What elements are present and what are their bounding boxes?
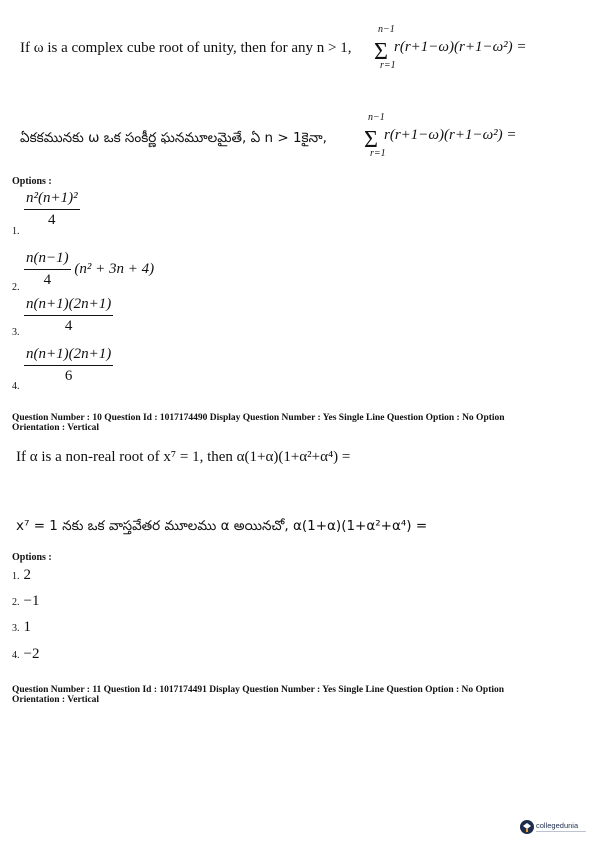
q10-option-2 [12,592,39,610]
option-number: 3. [12,623,20,634]
q10-option-3 [12,618,31,636]
q9-option-4 [24,346,113,385]
option-number: 3. [12,327,20,338]
options-title: Options : [12,552,52,563]
q9-option-1 [24,190,80,229]
option-number: 4. [12,381,20,392]
option-value: 2 [23,567,31,583]
sum-lower-limit: r=1 [370,148,386,159]
q10-option-1 [12,566,31,584]
option-number: 4. [12,650,20,661]
option-number: 1. [12,226,20,237]
sigma-symbol: Σ [364,127,378,153]
logo-icon [518,818,590,836]
sum-body: r(r+1−ω)(r+1−ω²) = [384,127,517,143]
question-meta-line: Question Number : 10 Question Id : 1017174490 Display Question Number : Yes Single Line Question Option : No Option [12,413,505,423]
question-9-telugu-sum [362,112,572,162]
fraction: $\frac{\text{n²(n+1)²}}{4}$ [26,190,78,228]
question-9-english-text: If ω is a complex cube root of unity, then for any n > 1, [20,40,352,56]
option-value: 1 [23,619,31,635]
q9-option-2 [24,250,154,289]
fraction: $\frac{n(n+1)(2n+1)}{6}$ [26,346,112,384]
options-title: Options : [12,176,52,187]
q10-option-4 [12,645,39,663]
option-value: −2 [23,646,40,662]
sum-body: r(r+1−ω)(r+1−ω²) = [394,39,527,55]
question-10-meta [12,413,587,433]
collegedunia-logo [518,818,590,836]
option-number: 2. [12,282,20,293]
question-orientation: Orientation : Vertical [12,695,100,705]
option-number: 2. [12,597,20,608]
question-meta-line: Question Number : 11 Question Id : 1017174491 Display Question Number : Yes Single Line Question Option : No Option [12,685,505,695]
question-9-english [20,40,351,57]
option-number: 1. [12,571,20,582]
question-9-english-sum [372,24,572,72]
question-9-telugu-text: ఏకకమునకు ω ఒక సంకీర్ణ ఘనమూలమైతే, ఏ n > 1కైనా, [20,130,327,146]
q9-option-3 [24,296,113,335]
question-orientation: Orientation : Vertical [12,423,100,433]
option-value: −1 [23,593,40,609]
question-10-telugu: x⁷ = 1 నకు ఒక వాస్తవేతర మూలము α అయినచో, α(1+α)(1+α²+α⁴) = [16,518,428,534]
sum-upper-limit: n−1 [378,24,395,35]
sigma-symbol: Σ [374,39,388,65]
sum-lower-limit: r=1 [380,60,396,71]
question-9-telugu [20,130,327,149]
logo-text: collegedunia [536,821,579,830]
question-11-meta [12,685,587,705]
option-extra-factor: (n² + 3n + 4) [74,261,155,277]
question-10-english: If α is a non-real root of x⁷ = 1, then α(1+α)(1+α²+α⁴) = [16,449,351,465]
fraction: $\frac{n(n-1)}{4}$ [26,250,69,288]
fraction: $\frac{n(n+1)(2n+1)}{4}$ [26,296,112,334]
sum-upper-limit: n−1 [368,112,385,123]
